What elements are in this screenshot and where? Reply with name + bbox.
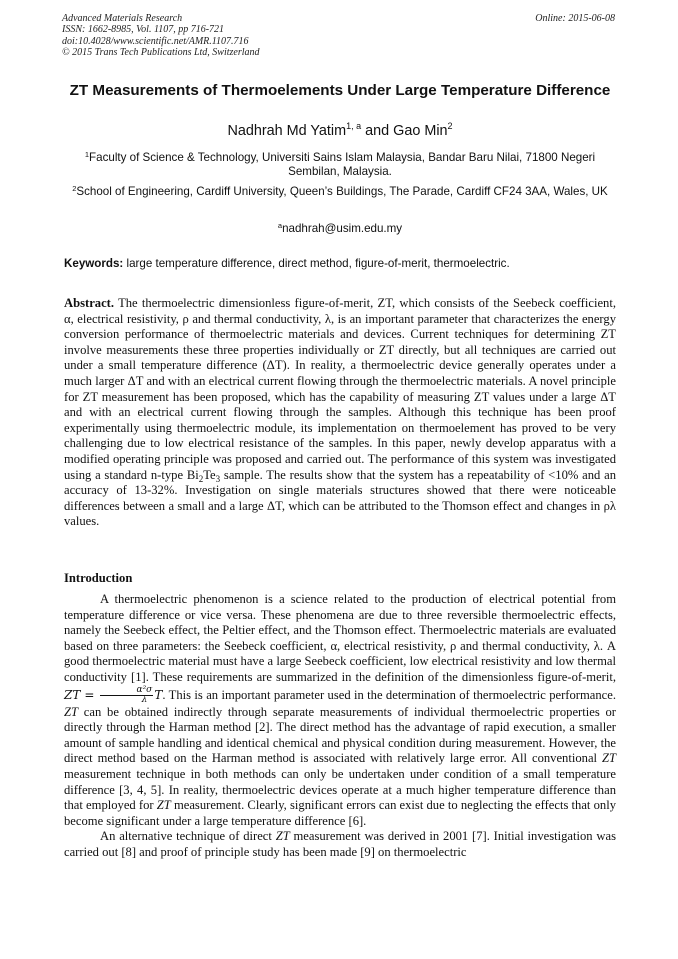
abstract-text: The thermoelectric dimensionless figure-of-merit, ZT, which consists of the Seebeck coefficient, α, electrical resistivity, ρ and thermal conductivity, λ, is an important parameter that characterizes the energy conversion performance of thermoelectric materials and devices. Current techniques for determining ZT involve measurements these three properties individually or ZT directly, but all techniques are carried out under a small temperature difference (ΔT). In reality, a thermoelectric device generally operates under a much larger ΔT and with an electrical current flowing through the thermoelectric materials. A novel principle for ZT measurement has been proposed, which has the capability of measuring ZT values under a large ΔT and with an electrical current flowing through the samples. Although this technique has been proof experimentally using thermoelectric module, its implementation on thermoelement has proved to be very challenging due to low electrical resistance of the samples. In this paper, newly develop apparatus with a modified operating principle was proposed and carried out. The performance of this system was investigated using a standard n-type Bi xyxy=(64,296,616,482)
zt-term: ZT xyxy=(601,751,616,766)
author-superscript: 2 xyxy=(447,121,453,131)
paragraph-text: A thermoelectric phenomenon is a science related to the production of electrical potential from temperature difference or vice versa. These phenomena are due to three reversible thermoelectric effects, namely the Seebeck effect, the Peltier effect, and the Thomson effect. Thermoelectric materials are evaluated based on three parameters: the Seebeck coefficient, α, electrical resistivity, ρ and thermal conductivity, λ. A good thermoelectric material must have a large Seebeck coefficient, low electrical resistivity and low thermal conductivity [1]. These requirements are summarized in the definition of the dimensionless figure-of-merit, xyxy=(64,592,616,684)
author-name: Nadhrah Md Yatim xyxy=(227,123,347,139)
section-heading-introduction: Introduction xyxy=(64,571,133,585)
author-joiner: and xyxy=(361,123,394,139)
email-superscript: a xyxy=(277,221,283,230)
keywords-label: Keywords: xyxy=(64,257,124,270)
zt-formula xyxy=(64,684,163,705)
email-link[interactable]: nadhrah@usim.edu.my xyxy=(282,222,403,235)
abstract-label: Abstract. xyxy=(64,296,115,310)
paragraph xyxy=(64,829,616,860)
affiliation-text: Faculty of Science & Technology, Universiti Sains Islam Malaysia, Bandar Baru Nilai, 71800 Negeri Sembilan, Malaysia. xyxy=(89,151,596,178)
formula-fraction xyxy=(100,686,154,705)
paragraph-text: measurement technique in both methods can only be undertaken under condition of a small temperature difference [3, 4, 5]. In reality, thermoelectric devices operate at a much higher temperature difference than that employed for xyxy=(64,766,616,813)
affiliation-superscript: 2 xyxy=(72,184,77,193)
subscript: 3 xyxy=(215,473,221,484)
introduction-body xyxy=(64,592,616,861)
paragraph-text: measurement was derived in 2001 [7]. Initial investigation was carried out [8] and proof of principle study has been made [9] on thermoelectric xyxy=(64,829,616,859)
paragraph-text: can be obtained indirectly through separate measurements of individual thermoelectric properties or directly through the Harman method [2]. The direct method has the advantage of rapid execution, a smaller amount of sample handling and identical chemical and physical condition during measurement. However, the direct method based on the Harman method is associated with relatively large error. All conventional xyxy=(64,704,616,766)
affiliation-1 xyxy=(64,151,616,179)
formula-lhs: ZT = xyxy=(64,687,99,702)
abstract-text: Te xyxy=(203,467,216,482)
paragraph-text: measurement. Clearly, significant errors can exist due to neglecting the effects that only become significant under a large temperature difference [6]. xyxy=(64,798,616,828)
abstract-text: sample. The results show that the system has a repeatability of <10% and an accuracy of 13-32%. Investigation on single materials structures showed that there were noticeable differences between a small and a large ΔT, which can be attributed to the Thomson effect and changes in ρλ values. xyxy=(64,467,616,529)
author-name: Gao Min xyxy=(393,123,448,139)
paragraph-text: . This is an important parameter used in the determination of thermoelectric performance. xyxy=(162,687,616,702)
author-superscript: 1, a xyxy=(346,121,362,131)
abstract xyxy=(64,296,616,530)
affiliation-superscript: 1 xyxy=(84,150,90,159)
zt-term: ZT xyxy=(64,704,79,719)
formula-denominator: λ xyxy=(141,694,148,705)
subscript: 2 xyxy=(198,473,204,484)
journal-header xyxy=(62,13,260,59)
paragraph-text: An alternative technique of direct xyxy=(100,829,276,844)
formula-rhs: T xyxy=(154,687,163,702)
journal-copyright: © 2015 Trans Tech Publications Ltd, Switzerland xyxy=(62,47,260,59)
author-email xyxy=(64,222,616,236)
zt-term: ZT xyxy=(275,829,290,844)
journal-doi: doi:10.4028/www.scientific.net/AMR.1107.716 xyxy=(62,35,249,47)
journal-issn: ISSN: 1662-8985, Vol. 1107, pp 716-721 xyxy=(62,24,225,36)
paragraph xyxy=(64,592,616,829)
journal-name: Advanced Materials Research xyxy=(62,13,183,24)
affiliation-2 xyxy=(64,185,616,199)
online-date: Online: 2015-06-08 xyxy=(535,13,615,24)
keywords-text: large temperature difference, direct method, figure-of-merit, thermoelectric. xyxy=(123,257,510,270)
zt-term: ZT xyxy=(156,798,171,813)
keywords xyxy=(64,257,616,271)
paper-title: ZT Measurements of Thermoelements Under Large Temperature Difference xyxy=(69,82,611,99)
formula-numerator: α²σ xyxy=(100,686,154,696)
affiliation-text: School of Engineering, Cardiff University, Queen’s Buildings, The Parade, Cardiff CF24 3AA, Wales, UK xyxy=(76,185,608,198)
author-list xyxy=(64,122,616,140)
